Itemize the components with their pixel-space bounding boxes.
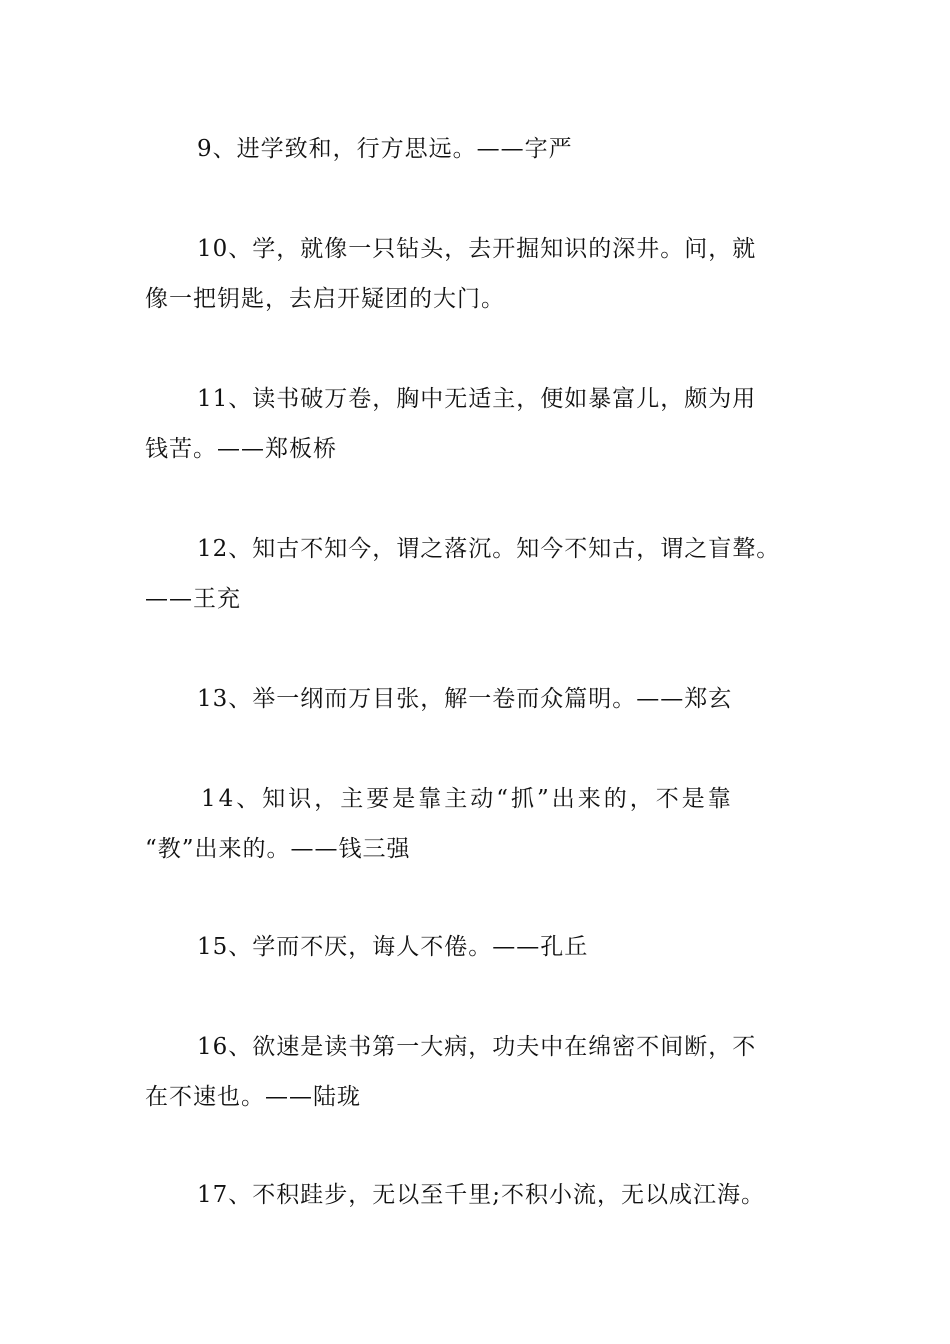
quote-line: ——王充 — [145, 586, 241, 612]
quote-line: 17、不积跬步，无以至千里;不积小流，无以成江海。 — [197, 1182, 766, 1208]
quote-9 — [145, 124, 815, 174]
quote-line: 11、读书破万卷，胸中无适主，便如暴富儿，颇为用 — [197, 386, 757, 412]
quote-line: 像一把钥匙，去启开疑团的大门。 — [145, 286, 505, 312]
quote-line: 13、举一纲而万目张，解一卷而众篇明。——郑玄 — [197, 686, 733, 712]
quote-14 — [145, 774, 815, 874]
quote-11 — [145, 374, 815, 474]
quote-12 — [145, 524, 815, 624]
quote-line: 在不速也。——陆珑 — [145, 1084, 361, 1110]
quote-17 — [145, 1170, 815, 1220]
quote-13 — [145, 674, 815, 724]
quote-line: 12、知古不知今，谓之落沉。知今不知古，谓之盲聱。 — [197, 536, 781, 562]
quote-line: 15、学而不厌，诲人不倦。——孔丘 — [197, 934, 589, 960]
quote-line: 钱苦。——郑板桥 — [145, 436, 337, 462]
quote-line: 9、进学致和，行方思远。——字严 — [197, 136, 573, 162]
quote-15 — [145, 922, 815, 972]
quote-10 — [145, 224, 815, 324]
quote-line: 14、知识，主要是靠主动“抓”出来的，不是靠 — [201, 786, 734, 812]
quote-16 — [145, 1022, 815, 1122]
quote-line: 10、学，就像一只钻头，去开掘知识的深井。问，就 — [197, 236, 757, 262]
quote-line: 16、欲速是读书第一大病，功夫中在绵密不间断，不 — [197, 1034, 757, 1060]
quote-line: “教”出来的。——钱三强 — [145, 836, 411, 862]
